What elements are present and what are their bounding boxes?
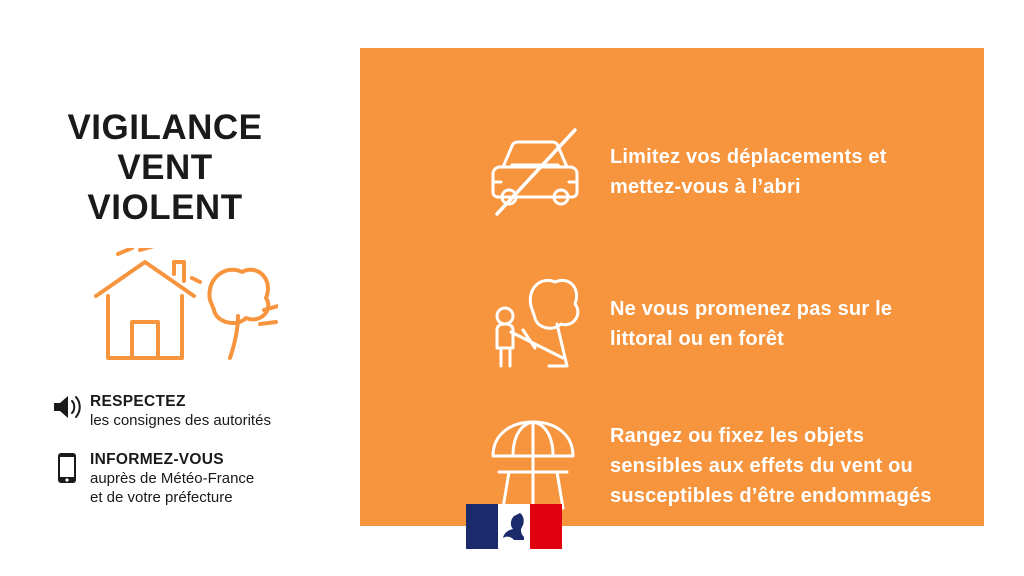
megaphone-icon [48, 392, 86, 420]
advice-respect [48, 392, 348, 430]
flag-blue-band [466, 504, 498, 549]
title-line-3: VIOLENT [87, 188, 243, 227]
advice-respect-heading: RESPECTEZ [90, 393, 186, 410]
car-crossed-out-icon [460, 126, 610, 218]
parasol-table-icon [460, 416, 610, 516]
recommendation-row-1 [460, 126, 1024, 218]
house-tree-wind-pictogram [88, 248, 278, 373]
french-republic-flag-logo [466, 504, 562, 549]
recommendation-2-line-2: littoral ou en forêt [610, 328, 784, 350]
person-tree-falling-icon [460, 274, 610, 374]
flag-red-band [530, 504, 562, 549]
title-line-1: VIGILANCE [67, 108, 263, 147]
mobile-phone-icon [48, 450, 86, 484]
flag-white-band [498, 504, 530, 549]
advice-inform-sub-1: auprès de Météo-France [90, 470, 255, 487]
recommendation-1-line-2: mettez-vous à l’abri [610, 176, 801, 198]
recommendation-3-line-2: sensibles aux effets du vent ou [610, 455, 913, 477]
title-line-2: VENT [117, 148, 213, 187]
page-title [0, 108, 330, 228]
advice-respect-sub: les consignes des autorités [90, 412, 271, 429]
marianne-profile-icon [500, 510, 528, 543]
recommendation-3-line-1: Rangez ou fixez les objets [610, 425, 865, 447]
recommendation-row-3 [460, 416, 1024, 516]
advice-respect-text [86, 392, 271, 430]
recommendation-3-line-3: susceptibles d’être endommagés [610, 485, 932, 507]
advice-inform [48, 450, 348, 507]
recommendation-1-line-1: Limitez vos déplacements et [610, 146, 887, 168]
recommendation-2-line-1: Ne vous promenez pas sur le [610, 298, 893, 320]
recommendations-panel [360, 48, 984, 526]
advice-inform-heading: INFORMEZ-VOUS [90, 451, 224, 468]
recommendation-3-label [610, 421, 932, 511]
advice-inform-text [86, 450, 254, 507]
recommendation-2-label [610, 294, 892, 354]
advice-inform-sub-2: et de votre préfecture [90, 489, 233, 506]
recommendation-row-2 [460, 274, 1024, 374]
left-panel [0, 0, 360, 576]
recommendation-1-label [610, 142, 887, 202]
